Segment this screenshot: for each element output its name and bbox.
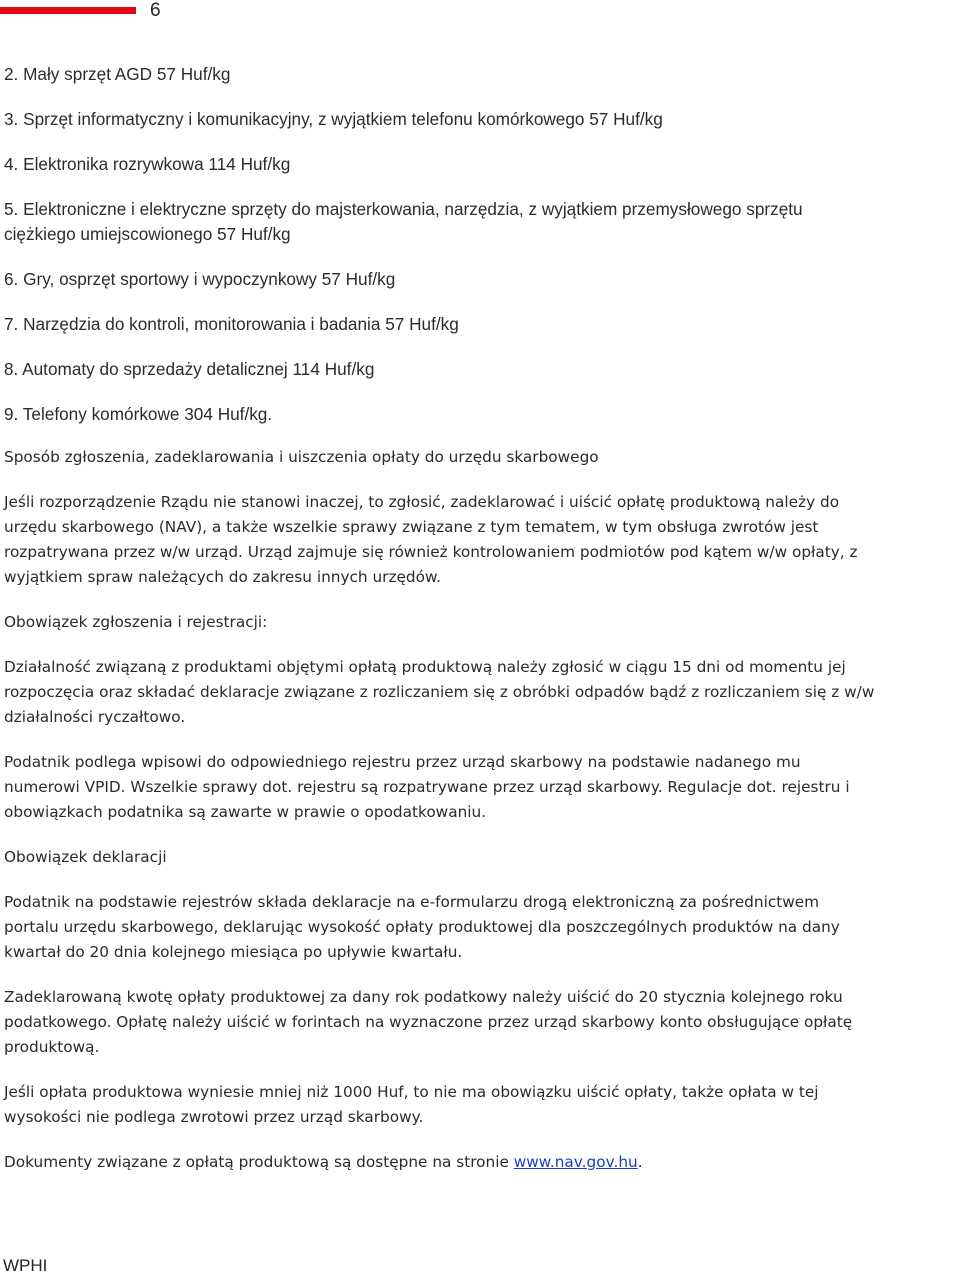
- footer-brand: WPHI: [3, 1256, 48, 1275]
- paragraph-line: Jeśli rozporządzenie Rządu nie stanowi inaczej, to zgłosić, zadeklarować i uiścić opłatę produktową należy do: [4, 493, 840, 511]
- section-heading-registration: Obowiązek zgłoszenia i rejestracji:: [4, 613, 268, 631]
- paragraph-line: Zadeklarowaną kwotę opłaty produktowej za dany rok podatkowy należy uiścić do 20 stycznia kolejnego roku: [4, 988, 843, 1006]
- documents-text-end: .: [637, 1153, 643, 1171]
- documents-text: Dokumenty związane z opłatą produktową są dostępne na stronie: [4, 1153, 514, 1171]
- paragraph-authority: [4, 490, 960, 590]
- paragraph-line: rozpoczęcia oraz składać deklaracje związane z rozliczaniem się z obróbki odpadów bądź z rozliczaniem się z w/w: [4, 683, 875, 701]
- list-item: 2. Mały sprzęt AGD 57 Huf/kg: [4, 64, 231, 84]
- paragraph-threshold: [4, 1080, 960, 1130]
- paragraph-registration-duty: [4, 655, 960, 730]
- list-item: 7. Narzędzia do kontroli, monitorowania i badania 57 Huf/kg: [4, 314, 459, 334]
- paragraph-vpid: [4, 750, 960, 825]
- paragraph-line: obowiązkach podatnika są zawarte w prawie o opodatkowaniu.: [4, 803, 487, 821]
- list-item: 6. Gry, osprzęt sportowy i wypoczynkowy 57 Huf/kg: [4, 269, 396, 289]
- paragraph-line: kwartał do 20 dnia kolejnego miesiąca po upływie kwartału.: [4, 943, 463, 961]
- paragraph-line: wyjątkiem spraw należących do zakresu innych urzędów.: [4, 568, 441, 586]
- list-item: 4. Elektronika rozrywkowa 114 Huf/kg: [4, 154, 291, 174]
- paragraph-e-form: [4, 890, 960, 965]
- section-heading-declaration: Obowiązek deklaracji: [4, 848, 167, 866]
- list-item: 3. Sprzęt informatyczny i komunikacyjny, z wyjątkiem telefonu komórkowego 57 Huf/kg: [4, 109, 663, 129]
- header-accent-bar: [0, 7, 136, 14]
- paragraph-line: działalności ryczałtowo.: [4, 708, 186, 726]
- paragraph-documents: [4, 1150, 960, 1175]
- paragraph-line: produktową.: [4, 1038, 100, 1056]
- paragraph-line: Działalność związaną z produktami objętymi opłatą produktową należy zgłosić w ciągu 15 dni od momentu jej: [4, 658, 846, 676]
- paragraph-line: podatkowego. Opłatę należy uiścić w forintach na wyznaczone przez urząd skarbowy konto obsługujące opłatę: [4, 1013, 853, 1031]
- document-body: [4, 62, 960, 1195]
- paragraph-payment-deadline: [4, 985, 960, 1060]
- list-item: 9. Telefony komórkowe 304 Huf/kg.: [4, 404, 273, 424]
- section-heading-submission: Sposób zgłoszenia, zadeklarowania i uiszczenia opłaty do urzędu skarbowego: [4, 448, 599, 466]
- list-item: 8. Automaty do sprzedaży detalicznej 114 Huf/kg: [4, 359, 375, 379]
- paragraph-line: Jeśli opłata produktowa wyniesie mniej niż 1000 Huf, to nie ma obowiązku uiścić opłaty, także opłata w tej: [4, 1083, 819, 1101]
- list-item-line: 5. Elektroniczne i elektryczne sprzęty do majsterkowania, narzędzia, z wyjątkiem przemysłowego sprzętu: [4, 199, 803, 219]
- list-item-line: ciężkiego umiejscowionego 57 Huf/kg: [4, 224, 291, 244]
- paragraph-line: urzędu skarbowego (NAV), a także wszelkie sprawy związane z tym tematem, w tym obsługa zwrotów jest: [4, 518, 819, 536]
- paragraph-line: numerowi VPID. Wszelkie sprawy dot. rejestru są rozpatrywane przez urząd skarbowy. Regulacje dot. rejestru i: [4, 778, 850, 796]
- list-item: [4, 197, 960, 247]
- page-number: 6: [150, 0, 161, 21]
- paragraph-line: Podatnik na podstawie rejestrów składa deklaracje na e-formularzu drogą elektroniczną za pośrednictwem: [4, 893, 820, 911]
- nav-website-link[interactable]: www.nav.gov.hu: [513, 1153, 638, 1171]
- paragraph-line: rozpatrywana przez w/w urząd. Urząd zajmuje się również kontrolowaniem podmiotów pod kątem w/w opłaty, z: [4, 543, 858, 561]
- paragraph-line: wysokości nie podlega zwrotowi przez urząd skarbowy.: [4, 1108, 424, 1126]
- paragraph-line: Podatnik podlega wpisowi do odpowiedniego rejestru przez urząd skarbowy na podstawie nadanego mu: [4, 753, 801, 771]
- paragraph-line: portalu urzędu skarbowego, deklarując wysokość opłaty produktowej dla poszczególnych produktów na dany: [4, 918, 840, 936]
